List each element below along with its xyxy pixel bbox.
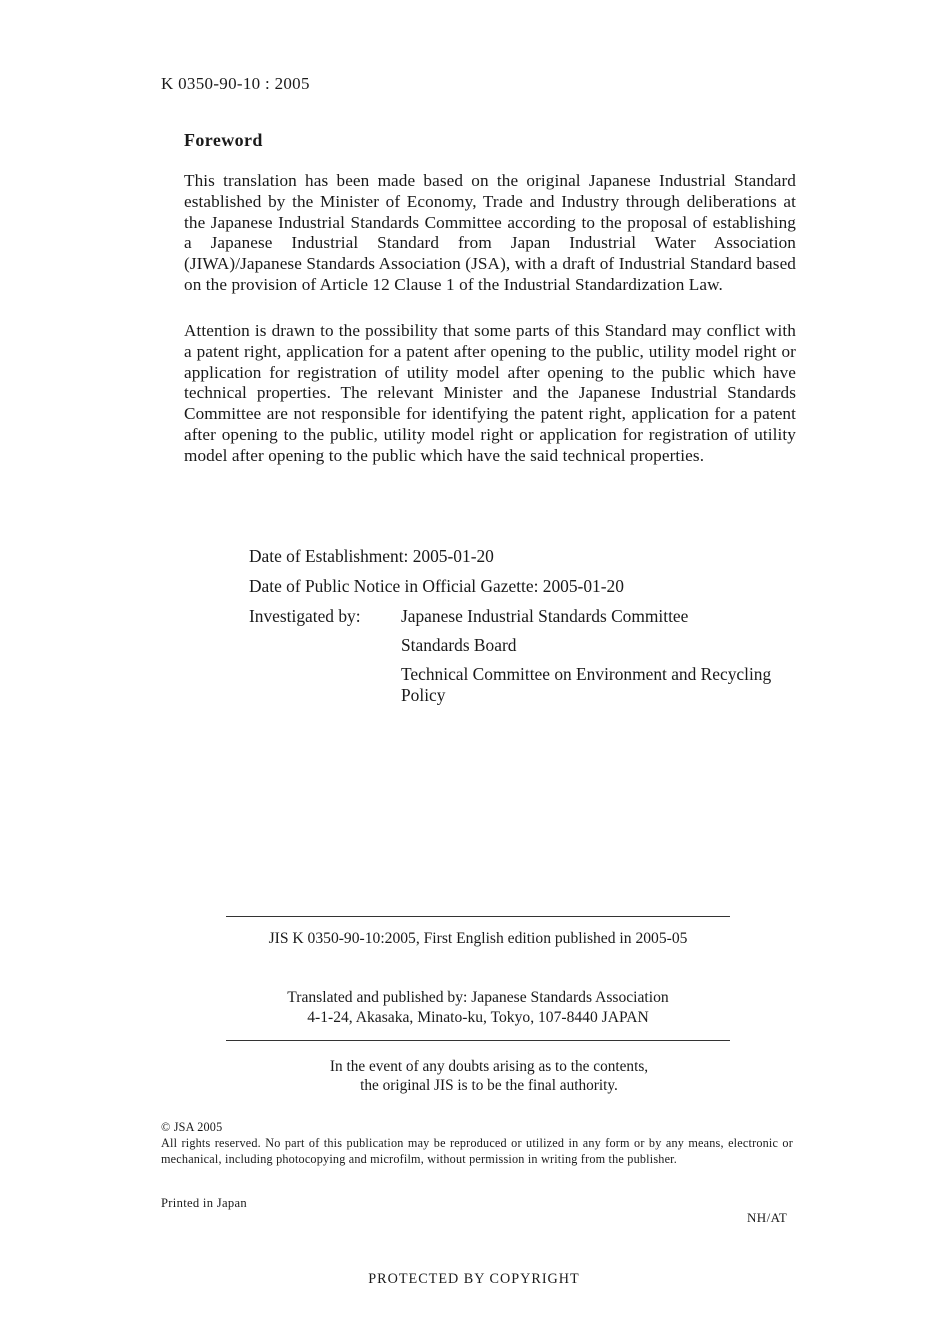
divider-bottom: [226, 1040, 730, 1041]
copyright-block: [161, 1120, 793, 1167]
protected-notice: PROTECTED BY COPYRIGHT: [368, 1271, 580, 1287]
foreword-heading: Foreword: [184, 130, 263, 150]
investigator-item: Technical Committee on Environment and Recycling Policy: [401, 664, 772, 705]
investigator-item: Japanese Industrial Standards Committee: [401, 606, 689, 626]
authority-note-line-2: the original JIS is to be the final authority.: [360, 1077, 618, 1094]
investigated-by-list: [401, 606, 801, 714]
rights-statement: All rights reserved. No part of this publication may be reproduced or utilized in any form or by any means, electronic or mechanical, including photocopying and microfilm, without permission in writing from the publisher.: [161, 1135, 793, 1166]
copyright-line: © JSA 2005: [161, 1120, 223, 1134]
authority-note: [0, 1057, 950, 1095]
establishment-date: Date of Establishment: 2005-01-20: [249, 546, 494, 566]
edition-note: JIS K 0350-90-10:2005, First English edition published in 2005-05: [268, 930, 688, 947]
divider-top: [226, 916, 730, 917]
investigated-by-label: Investigated by:: [249, 606, 361, 626]
foreword-paragraph-1: This translation has been made based on the original Japanese Industrial Standard established by the Minister of Economy, Trade and Industry through deliberations at the Japanese Industrial Standards Committee according to the proposal of establishing a Japanese Industrial Standard from Japan Industrial Water Association (JIWA)/Japanese Standards Association (JSA), with a draft of Industrial Standard based on the provision of Article 12 Clause 1 of the Industrial Standardization Law.: [184, 171, 796, 294]
translated-by: Translated and published by: Japanese Standards Association: [287, 989, 669, 1006]
publisher-address: 4-1-24, Akasaka, Minato-ku, Tokyo, 107-8440 JAPAN: [307, 1009, 649, 1026]
document-code: K 0350-90-10 : 2005: [161, 74, 310, 93]
foreword-paragraph-2: Attention is drawn to the possibility that some parts of this Standard may conflict with a patent right, application for a patent after opening to the public, utility model right or application for registration of utility model after opening to the public which have technical properties. The relevant Minister and the Japanese Industrial Standards Committee are not responsible for identifying the patent right, application for a patent after opening to the public, utility model right or application for registration of utility model after opening to the public which have the said technical properties.: [184, 321, 796, 465]
public-notice-date: Date of Public Notice in Official Gazette: 2005-01-20: [249, 576, 624, 596]
printed-in: Printed in Japan: [161, 1196, 247, 1210]
initials-code: NH/AT: [747, 1210, 788, 1225]
authority-note-line-1: In the event of any doubts arising as to the contents,: [329, 1058, 649, 1075]
publisher-block: [0, 988, 950, 1028]
investigator-item: Standards Board: [401, 635, 517, 655]
